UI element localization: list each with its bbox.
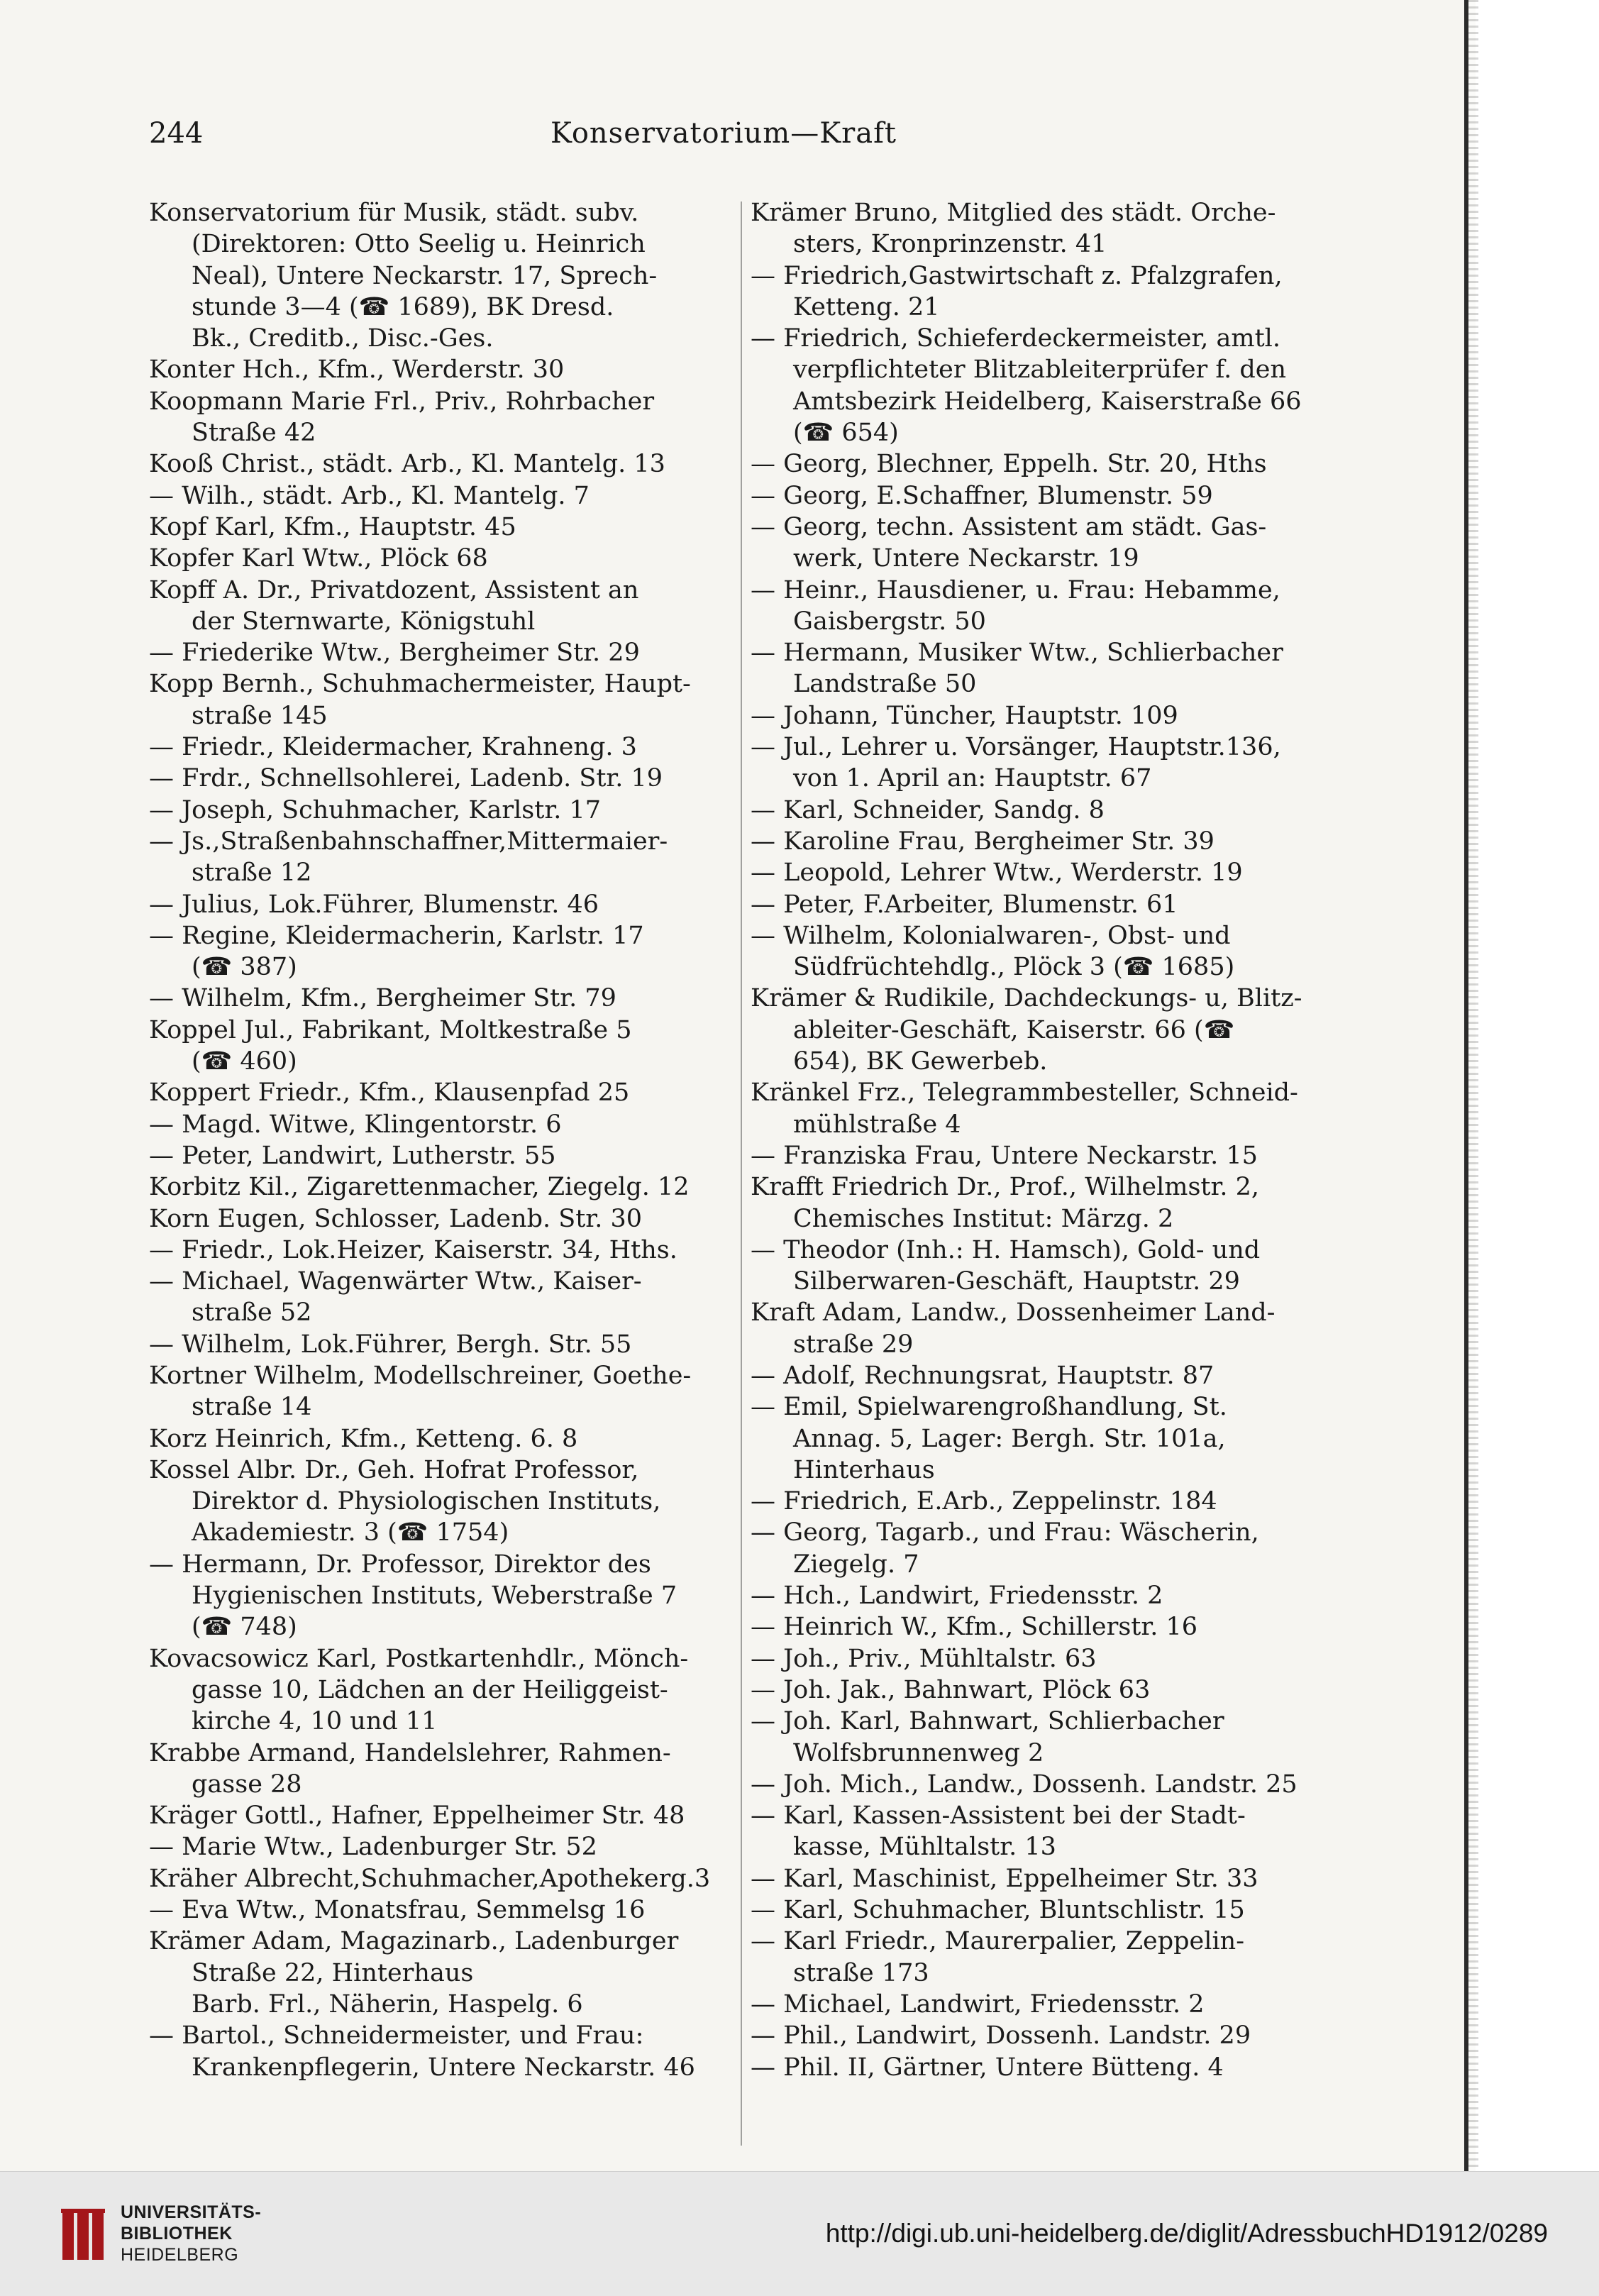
directory-entry-line: — Karl Friedr., Maurerpalier, Zeppelin- — [751, 1927, 1245, 1956]
directory-entry-line: Chemisches Institut: Märzg. 2 — [793, 1204, 1174, 1233]
directory-entry-line: — Michael, Landwirt, Friedensstr. 2 — [751, 1989, 1205, 2019]
footer-bar — [0, 2171, 1599, 2296]
directory-entry-line: Barb. Frl., Näherin, Haspelg. 6 — [192, 1989, 583, 2019]
directory-entry-line: Krämer Bruno, Mitglied des städt. Orche- — [751, 199, 1276, 227]
directory-entry-line: — Karoline Frau, Bergheimer Str. 39 — [751, 827, 1215, 856]
directory-entry-line: — Marie Wtw., Ladenburger Str. 52 — [149, 1833, 597, 1862]
library-name-line-3: HEIDELBERG — [121, 2245, 239, 2265]
directory-entry-line: — Bartol., Schneidermeister, und Frau: — [149, 2021, 644, 2051]
directory-entry-line: — Friedr., Lok.Heizer, Kaiserstr. 34, Hths. — [149, 1235, 677, 1264]
directory-entry-line: (Direktoren: Otto Seelig u. Heinrich — [192, 230, 646, 259]
library-logo-icon — [61, 2209, 105, 2263]
directory-entry-line: Straße 42 — [192, 419, 316, 448]
directory-entry-line: — Adolf, Rechnungsrat, Hauptstr. 87 — [751, 1361, 1215, 1390]
directory-entry-line: Südfrüchtehdlg., Plöck 3 (☎ 1685) — [793, 953, 1235, 982]
directory-entry-line: — Friedrich, E.Arb., Zeppelinstr. 184 — [751, 1487, 1217, 1516]
directory-entry-line: (☎ 460) — [192, 1047, 297, 1076]
directory-entry-line: — Wilhelm, Kfm., Bergheimer Str. 79 — [149, 984, 616, 1013]
directory-entry-line: Kopp Bernh., Schuhmachermeister, Haupt- — [149, 670, 691, 699]
directory-entry-line: Koppert Friedr., Kfm., Klausenpfad 25 — [149, 1078, 630, 1108]
right-column — [751, 197, 1318, 2083]
directory-entry-line: sters, Kronprinzenstr. 41 — [793, 230, 1107, 259]
directory-entry-line: — Emil, Spielwarengroßhandlung, St. — [751, 1393, 1227, 1422]
directory-entry-line: Direktor d. Physiologischen Instituts, — [192, 1487, 661, 1516]
directory-entry-line: Silberwaren-Geschäft, Hauptstr. 29 — [793, 1267, 1240, 1296]
directory-entry-line: — Theodor (Inh.: H. Hamsch), Gold- und — [751, 1235, 1261, 1264]
directory-entry-line: — Joh. Karl, Bahnwart, Schlierbacher — [751, 1707, 1224, 1736]
directory-entry-line: gasse 10, Lädchen an der Heiliggeist- — [192, 1675, 668, 1704]
directory-entry-line: straße 145 — [192, 701, 328, 730]
directory-entry-line: straße 12 — [192, 859, 312, 888]
directory-entry-line: von 1. April an: Hauptstr. 67 — [793, 764, 1152, 793]
directory-entry-line: — Phil., Landwirt, Dossenh. Landstr. 29 — [751, 2021, 1251, 2051]
directory-entry-line: Landstraße 50 — [793, 670, 977, 699]
directory-entry-line: — Karl, Kassen-Assistent bei der Stadt- — [751, 1801, 1246, 1831]
directory-entry-line: — Joseph, Schuhmacher, Karlstr. 17 — [149, 795, 601, 824]
directory-entry-line: verpflichteter Blitzableiterprüfer f. den — [793, 355, 1287, 385]
directory-entry-line: Amtsbezirk Heidelberg, Kaiserstraße 66 — [793, 387, 1302, 416]
directory-entry-line: — Friedr., Kleidermacher, Krahneng. 3 — [149, 733, 637, 762]
directory-entry-line: 654), BK Gewerbeb. — [793, 1047, 1048, 1076]
directory-entry-line: (☎ 748) — [192, 1613, 297, 1642]
directory-entry-line: Korz Heinrich, Kfm., Ketteng. 6. 8 — [149, 1424, 578, 1453]
directory-entry-line: kirche 4, 10 und 11 — [192, 1707, 438, 1736]
directory-entry-line: Kooß Christ., städt. Arb., Kl. Mantelg. 13 — [149, 450, 665, 479]
page-url-link[interactable]: http://digi.ub.uni-heidelberg.de/diglit/AdressbuchHD1912/0289 — [825, 2219, 1548, 2248]
directory-entry-line: — Joh. Jak., Bahnwart, Plöck 63 — [751, 1675, 1151, 1704]
directory-entry-line: werk, Untere Neckarstr. 19 — [793, 544, 1139, 573]
directory-entry-line: — Js.,Straßenbahnschaffner,Mittermaier- — [149, 827, 668, 856]
directory-entry-line: — Heinr., Hausdiener, u. Frau: Hebamme, — [751, 575, 1280, 605]
directory-entry-line: Straße 22, Hinterhaus — [192, 1958, 474, 1987]
directory-entry-line: Kraft Adam, Landw., Dossenheimer Land- — [751, 1298, 1276, 1328]
directory-entry-line: — Hermann, Musiker Wtw., Schlierbacher — [751, 639, 1283, 668]
directory-entry-line: stunde 3—4 (☎ 1689), BK Dresd. — [192, 292, 614, 321]
directory-entry-line: — Peter, F.Arbeiter, Blumenstr. 61 — [751, 890, 1178, 919]
directory-entry-line: — Georg, Blechner, Eppelh. Str. 20, Hths — [751, 450, 1267, 479]
column-divider — [741, 202, 742, 2146]
library-name-line-1: UNIVERSITÄTS- — [121, 2202, 262, 2222]
directory-entry-line: Neal), Untere Neckarstr. 17, Sprech- — [192, 261, 658, 290]
directory-entry-line: — Franziska Frau, Untere Neckarstr. 15 — [751, 1141, 1258, 1170]
directory-entry-line: — Georg, E.Schaffner, Blumenstr. 59 — [751, 481, 1213, 510]
directory-entry-line: Gaisbergstr. 50 — [793, 607, 986, 636]
directory-entry-line: — Hch., Landwirt, Friedensstr. 2 — [751, 1582, 1163, 1611]
directory-entry-line: Kossel Albr. Dr., Geh. Hofrat Professor, — [149, 1455, 639, 1484]
directory-entry-line: Kräger Gottl., Hafner, Eppelheimer Str. 48 — [149, 1801, 685, 1831]
directory-entry-line: Krämer Adam, Magazinarb., Ladenburger — [149, 1927, 679, 1956]
directory-entry-line: — Friedrich,Gastwirtschaft z. Pfalzgrafen, — [751, 261, 1283, 290]
directory-entry-line: Hygienischen Instituts, Weberstraße 7 — [192, 1582, 677, 1611]
directory-entry-line: mühlstraße 4 — [793, 1110, 961, 1139]
directory-entry-line: — Leopold, Lehrer Wtw., Werderstr. 19 — [751, 859, 1243, 888]
directory-entry-line: Krankenpflegerin, Untere Neckarstr. 46 — [192, 2053, 695, 2082]
directory-entry-line: Bk., Creditb., Disc.-Ges. — [192, 324, 494, 353]
directory-entry-line: — Karl, Schneider, Sandg. 8 — [751, 795, 1105, 824]
running-head: Konservatorium—Kraft — [550, 117, 897, 150]
directory-entry-line: Akademiestr. 3 (☎ 1754) — [192, 1518, 509, 1547]
directory-entry-line: — Heinrich W., Kfm., Schillerstr. 16 — [751, 1613, 1198, 1642]
directory-entry-line: kasse, Mühltalstr. 13 — [793, 1833, 1056, 1862]
directory-entry-line: Ziegelg. 7 — [793, 1550, 919, 1579]
directory-entry-line: — Frdr., Schnellsohlerei, Ladenb. Str. 19 — [149, 764, 663, 793]
directory-entry-line: — Hermann, Dr. Professor, Direktor des — [149, 1550, 651, 1579]
directory-entry-line: Kopf Karl, Kfm., Hauptstr. 45 — [149, 512, 516, 541]
directory-entry-line: — Wilh., städt. Arb., Kl. Mantelg. 7 — [149, 481, 590, 510]
directory-entry-line: (☎ 387) — [192, 953, 297, 982]
directory-entry-line: — Peter, Landwirt, Lutherstr. 55 — [149, 1141, 556, 1170]
page-edge — [1476, 0, 1599, 2171]
directory-entry-line: Annag. 5, Lager: Bergh. Str. 101a, — [793, 1424, 1226, 1453]
directory-entry-line: gasse 28 — [192, 1770, 302, 1799]
directory-entry-line: — Johann, Tüncher, Hauptstr. 109 — [751, 701, 1178, 730]
directory-entry-line: — Wilhelm, Lok.Führer, Bergh. Str. 55 — [149, 1330, 632, 1359]
directory-entry-line: der Sternwarte, Königstuhl — [192, 607, 536, 636]
directory-entry-line: Kopff A. Dr., Privatdozent, Assistent an — [149, 575, 639, 605]
directory-entry-line: straße 14 — [192, 1393, 312, 1422]
page-number: 244 — [149, 117, 204, 150]
directory-entry-line: Kovacsowicz Karl, Postkartenhdlr., Mönch- — [149, 1644, 689, 1673]
directory-entry-line: Kränkel Frz., Telegrammbesteller, Schneid- — [751, 1078, 1298, 1108]
directory-entry-line: Korbitz Kil., Zigarettenmacher, Ziegelg. 12 — [149, 1173, 690, 1202]
library-name-line-2: BIBLIOTHEK — [121, 2224, 233, 2243]
directory-entry-line: ableiter-Geschäft, Kaiserstr. 66 (☎ — [793, 1015, 1235, 1044]
directory-entry-line: — Julius, Lok.Führer, Blumenstr. 46 — [149, 890, 599, 919]
page-header — [149, 117, 1298, 160]
directory-entry-line: Konservatorium für Musik, städt. subv. — [149, 199, 639, 227]
directory-entry-line: Kräher Albrecht,Schuhmacher,Apothekerg.3 — [149, 1864, 711, 1893]
directory-entry-line: Kortner Wilhelm, Modellschreiner, Goethe- — [149, 1361, 692, 1390]
directory-entry-line: straße 29 — [793, 1330, 914, 1359]
library-name — [121, 2202, 261, 2265]
directory-entry-line: Krabbe Armand, Handelslehrer, Rahmen- — [149, 1738, 671, 1767]
directory-entry-line: Krafft Friedrich Dr., Prof., Wilhelmstr. 2, — [751, 1173, 1260, 1202]
directory-entry-line: straße 52 — [192, 1298, 312, 1328]
directory-entry-line: — Joh. Mich., Landw., Dossenh. Landstr. 25 — [751, 1770, 1298, 1799]
directory-entry-line: — Friederike Wtw., Bergheimer Str. 29 — [149, 639, 640, 668]
directory-entry-line: Wolfsbrunnenweg 2 — [793, 1738, 1044, 1767]
directory-entry-line: Krämer & Rudikile, Dachdeckungs- u, Blitz- — [751, 984, 1302, 1013]
directory-entry-line: — Jul., Lehrer u. Vorsänger, Hauptstr.136, — [751, 733, 1281, 762]
directory-entry-line: — Karl, Maschinist, Eppelheimer Str. 33 — [751, 1864, 1258, 1893]
directory-entry-line: Koopmann Marie Frl., Priv., Rohrbacher — [149, 387, 655, 416]
directory-entry-line: — Eva Wtw., Monatsfrau, Semmelsg 16 — [149, 1896, 646, 1925]
directory-entry-line: — Georg, Tagarb., und Frau: Wäscherin, — [751, 1518, 1259, 1547]
page-edge-texture — [1468, 0, 1478, 2171]
directory-entry-line: Konter Hch., Kfm., Werderstr. 30 — [149, 355, 565, 385]
directory-entry-line: — Michael, Wagenwärter Wtw., Kaiser- — [149, 1267, 642, 1296]
directory-entry-line: Kopfer Karl Wtw., Plöck 68 — [149, 544, 488, 573]
directory-entry-line: — Georg, techn. Assistent am städt. Gas- — [751, 512, 1267, 541]
directory-entry-line: Ketteng. 21 — [793, 292, 940, 321]
directory-entry-line: Koppel Jul., Fabrikant, Moltkestraße 5 — [149, 1015, 632, 1044]
directory-entry-line: — Wilhelm, Kolonialwaren-, Obst- und — [751, 921, 1231, 950]
directory-entry-line: (☎ 654) — [793, 419, 899, 448]
directory-entry-line: straße 173 — [793, 1958, 929, 1987]
directory-entry-line: — Friedrich, Schieferdeckermeister, amtl. — [751, 324, 1280, 353]
directory-entry-line: — Phil. II, Gärtner, Untere Bütteng. 4 — [751, 2053, 1224, 2082]
directory-entry-line: — Karl, Schuhmacher, Bluntschlistr. 15 — [751, 1896, 1245, 1925]
directory-entry-line: — Joh., Priv., Mühltalstr. 63 — [751, 1644, 1097, 1673]
directory-entry-line: Hinterhaus — [793, 1455, 935, 1484]
directory-entry-line: — Magd. Witwe, Klingentorstr. 6 — [149, 1110, 562, 1139]
directory-entry-line: — Regine, Kleidermacherin, Karlstr. 17 — [149, 921, 644, 950]
left-column — [149, 197, 738, 2083]
directory-entry-line: Korn Eugen, Schlosser, Ladenb. Str. 30 — [149, 1204, 642, 1233]
